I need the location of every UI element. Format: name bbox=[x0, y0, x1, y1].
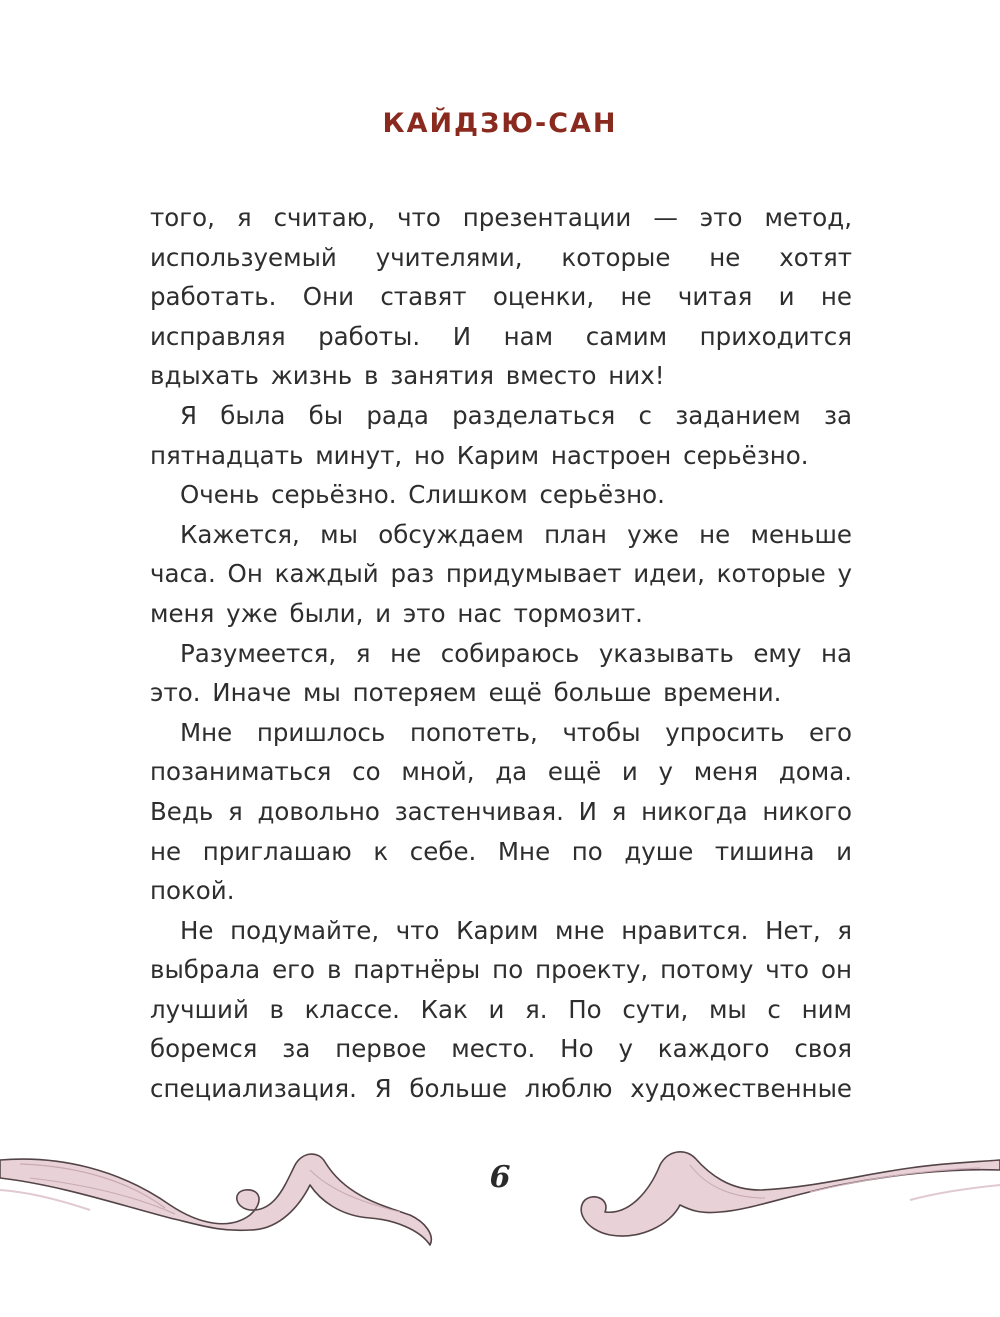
paragraph-5: Разумеется, я не собираюсь указывать ему на это. Иначе мы потеряем ещё больше времени. bbox=[150, 638, 852, 708]
ribbon-ornament-right-icon bbox=[560, 1130, 1000, 1250]
paragraph-3: Очень серьёзно. Слишком серьёзно. bbox=[180, 480, 665, 510]
page-number: 6 bbox=[489, 1160, 511, 1195]
paragraph-7: Не подумайте, что Карим мне нравится. Нет, я выбрала его в партнёры по проекту, потому что он лучший в классе. Как и я. По сути, мы с ним боремся за первое место. Но у каждого своя специализация. Я больше люблю художественные bbox=[150, 915, 852, 1104]
running-header-title: КАЙДЗЮ-САН bbox=[382, 108, 618, 139]
paragraph-6: Мне пришлось попотеть, чтобы упросить его позаниматься со мной, да ещё и у меня дома. Ведь я довольно застенчивая. И я никогда никого не приглашаю к себе. Мне по душе тишина и покой. bbox=[150, 717, 852, 906]
page-body-text bbox=[150, 198, 852, 1109]
paragraph-1: того, я считаю, что презентации — это метод, используемый учителями, которые не хотят работать. Они ставят оценки, не читая и не исправляя работы. И нам самим приходится вдыхать жизнь в занятия вместо них! bbox=[150, 203, 852, 391]
ribbon-ornament-left-icon bbox=[0, 1130, 440, 1250]
paragraph-2: Я была бы рада разделаться с заданием за пятнадцать минут, но Карим настроен серьёзно. bbox=[150, 400, 852, 470]
paragraph-4: Кажется, мы обсуждаем план уже не меньше часа. Он каждый раз придумывает идеи, которые у меня уже были, и это нас тормозит. bbox=[150, 519, 852, 628]
